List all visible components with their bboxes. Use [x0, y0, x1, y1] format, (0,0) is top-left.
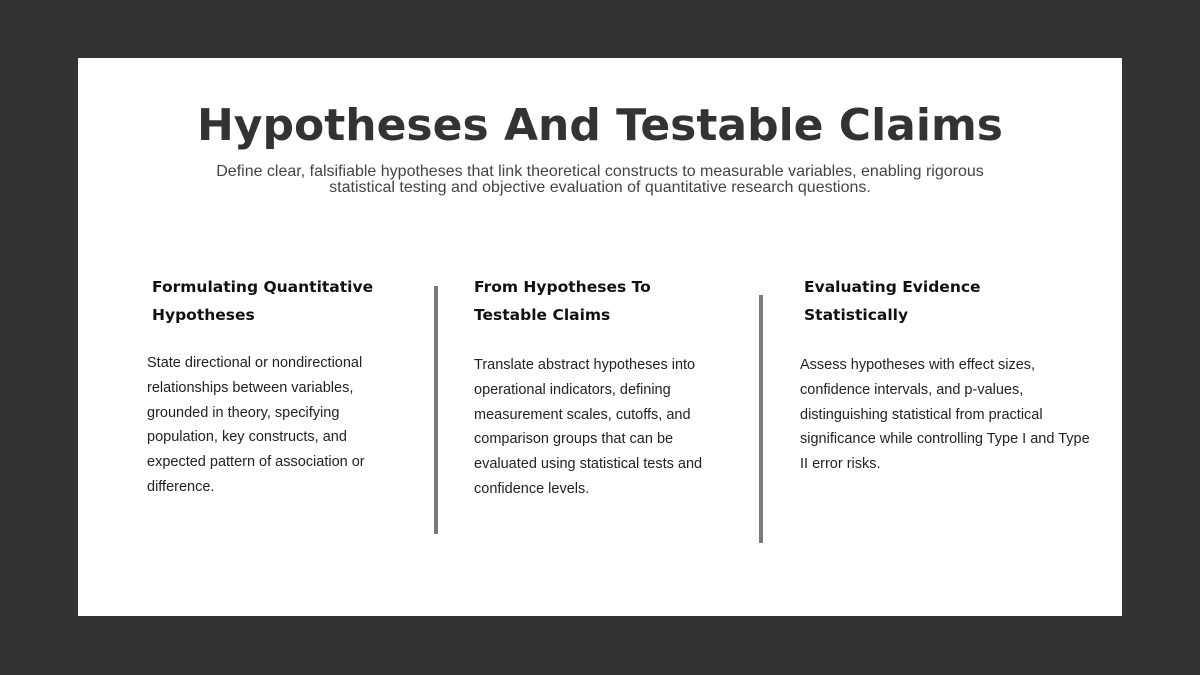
- column-divider-2: [759, 295, 763, 543]
- column-divider-1: [434, 286, 438, 534]
- slide-title: Hypotheses And Testable Claims: [196, 100, 1003, 151]
- slide-subtitle: Define clear, falsifiable hypotheses that link theoretical constructs to measurable variables, enabling rigorous statistical testing and objective evaluation of quantitative research questions.: [216, 163, 984, 196]
- column-2-body: Translate abstract hypotheses into operational indicators, defining measurement scales, cutoffs, and comparison groups that can be evaluated using statistical tests and confidence levels.: [474, 357, 703, 497]
- column-3-heading: Evaluating Evidence Statistically: [804, 278, 981, 324]
- slide-card: [78, 58, 1122, 616]
- column-1-heading: Formulating Quantitative Hypotheses: [152, 278, 374, 324]
- column-3-body: Assess hypotheses with effect sizes, confidence intervals, and p-values, distinguishing statistical from practical significance while controlling Type I and Type II error risks.: [800, 357, 1090, 473]
- column-1-body: State directional or nondirectional relationships between variables, grounded in theory, specifying population, key constructs, and expected pattern of association or difference.: [147, 355, 365, 495]
- column-2-heading: From Hypotheses To Testable Claims: [474, 278, 651, 324]
